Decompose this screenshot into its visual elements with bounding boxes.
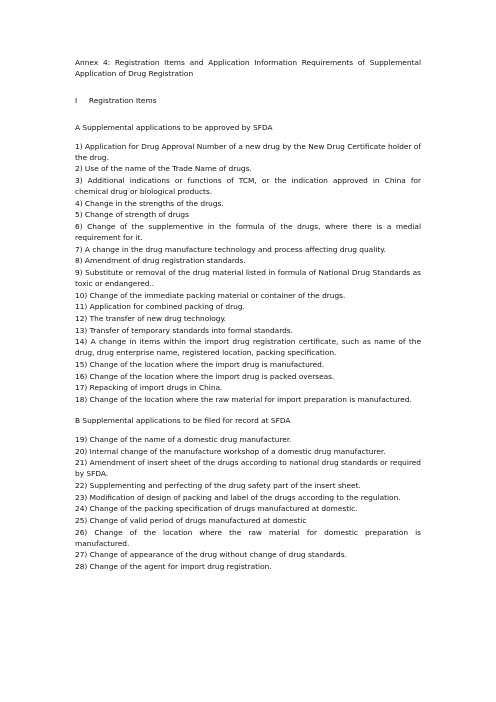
list-item: 6) Change of the supplementive in the formula of the drugs, where there is a medial requirement for it. [75, 221, 421, 242]
document-page [75, 58, 421, 583]
list-item: 19) Change of the name of a domestic drug manufacturer. [75, 434, 292, 444]
list-item: 11) Application for combined packing of drug. [75, 302, 245, 312]
list-item: 2) Use of the name of the Trade Name of drugs. [75, 164, 252, 174]
list-item: 3) Additional indications or functions of TCM, or the indication approved in China for chemical drug or biological products. [75, 175, 421, 196]
list-item: 25) Change of valid period of drugs manufactured at domestic [75, 516, 307, 526]
part-b-list [75, 435, 421, 573]
list-item: 4) Change in the strengths of the drugs. [75, 198, 224, 208]
list-item: 27) Change of appearance of the drug without change of drug standards. [75, 550, 347, 560]
list-item: 5) Change of strength of drugs [75, 210, 189, 220]
list-item: 26) Change of the location where the raw material for domestic preparation is manufactured. [75, 527, 421, 548]
list-item: 22) Supplementing and perfecting of the drug safety part of the insert sheet. [75, 480, 361, 490]
list-item: 21) Amendment of insert sheet of the drugs according to national drug standards or required by SFDA. [75, 458, 421, 479]
list-item: 16) Change of the location where the import drug is packed overseas. [75, 371, 335, 381]
list-item: 1) Application for Drug Approval Number of a new drug by the New Drug Certificate holder of the drug. [75, 141, 421, 162]
list-item: 12) The transfer of new drug technology. [75, 313, 227, 323]
list-item: 18) Change of the location where the raw material for import preparation is manufactured. [75, 395, 412, 405]
list-item: 14) A change in items within the import drug registration certificate, such as name of the drug, drug enterprise name, registered location, packing specification. [75, 337, 421, 358]
list-item: 17) Repacking of import drugs in China. [75, 383, 223, 393]
section-heading: I Registration Items [75, 95, 157, 105]
list-item: 9) Substitute or removal of the drug material listed in formula of National Drug Standards as toxic or endangered.. [75, 267, 421, 288]
document-title: Annex 4: Registration Items and Application Information Requirements of Supplemental Application of Drug Registration [75, 58, 421, 78]
list-item: 13) Transfer of temporary standards into formal standards. [75, 325, 293, 335]
list-item: 23) Modification of design of packing and label of the drugs according to the regulation. [75, 492, 401, 502]
list-item: 24) Change of the packing specification of drugs manufactured at domestic. [75, 504, 358, 514]
list-item: 10) Change of the immediate packing material or container of the drugs. [75, 290, 346, 300]
list-item: 20) Internal change of the manufacture workshop of a domestic drug manufacturer. [75, 446, 386, 456]
part-a-heading: A Supplemental applications to be approved by SFDA [75, 122, 273, 132]
part-b-heading: B Supplemental applications to be filed for record at SFDA [75, 416, 291, 426]
list-item: 7) A change in the drug manufacture technology and process affecting drug quality. [75, 244, 386, 254]
part-a-list [75, 142, 421, 406]
list-item: 28) Change of the agent for import drug registration. [75, 562, 272, 572]
list-item: 8) Amendment of drug registration standards. [75, 256, 246, 266]
list-item: 15) Change of the location where the import drug is manufactured. [75, 360, 325, 369]
